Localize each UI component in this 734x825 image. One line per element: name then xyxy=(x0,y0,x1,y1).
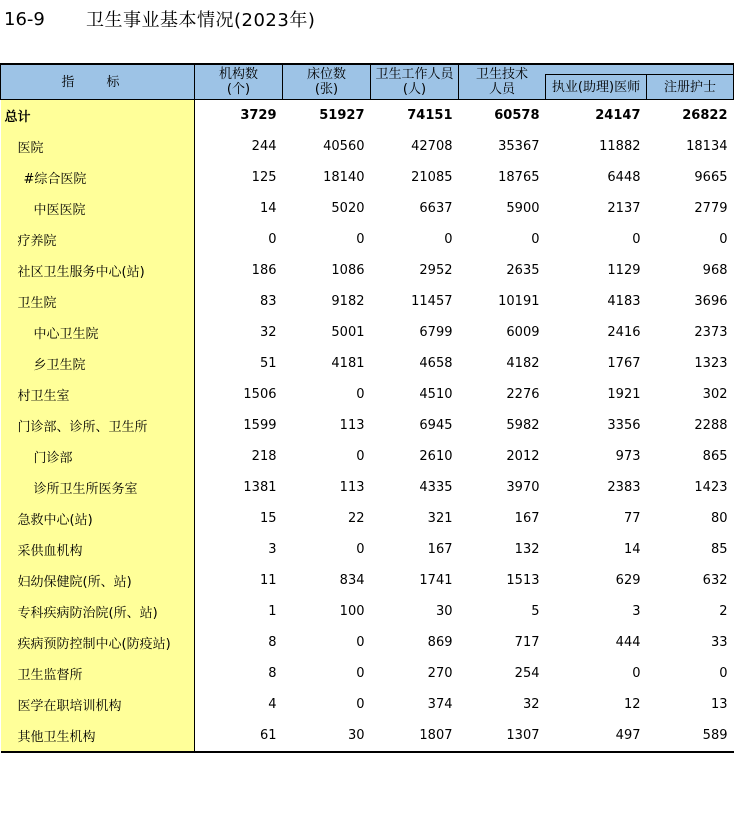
table-row xyxy=(1,224,734,255)
cell-value: 6448 xyxy=(607,170,641,185)
cell-value: 2288 xyxy=(694,418,728,433)
cell-value: 167 xyxy=(427,542,453,557)
cell-value: 35367 xyxy=(498,139,540,154)
cell-value: 865 xyxy=(702,449,728,464)
table-row xyxy=(1,348,734,379)
cell-value: 1513 xyxy=(506,573,540,588)
health-statistics-table xyxy=(0,63,734,753)
cell-value: 0 xyxy=(632,232,641,247)
cell-value: 374 xyxy=(427,697,453,712)
cell-value: 302 xyxy=(702,387,728,402)
header-beds: 床位数 (张) xyxy=(283,64,371,100)
header-indicator: 指 标 xyxy=(1,64,195,100)
row-label: #综合医院 xyxy=(1,162,195,193)
cell-value: 0 xyxy=(356,387,365,402)
cell-value: 33 xyxy=(710,635,728,650)
row-label: 门诊部 xyxy=(1,441,195,472)
cell-value: 834 xyxy=(339,573,365,588)
cell-value: 21085 xyxy=(411,170,453,185)
row-label: 中医医院 xyxy=(1,193,195,224)
table-row xyxy=(1,472,734,503)
table-row xyxy=(1,410,734,441)
cell-value: 2383 xyxy=(607,480,641,495)
cell-value: 4181 xyxy=(331,356,365,371)
row-label: 疾病预防控制中心(防疫站) xyxy=(1,627,195,658)
cell-value: 2373 xyxy=(694,325,728,340)
cell-value: 717 xyxy=(514,635,540,650)
cell-value: 968 xyxy=(702,263,728,278)
cell-value: 11882 xyxy=(599,139,641,154)
cell-value: 0 xyxy=(356,697,365,712)
cell-value: 51927 xyxy=(319,108,365,123)
cell-value: 3729 xyxy=(240,108,277,123)
cell-value: 589 xyxy=(647,720,734,752)
row-label: 卫生院 xyxy=(1,286,195,317)
cell-value: 11 xyxy=(259,573,277,588)
cell-value: 2635 xyxy=(506,263,540,278)
cell-value: 2610 xyxy=(419,449,453,464)
cell-value: 1086 xyxy=(331,263,365,278)
row-label: 乡卫生院 xyxy=(1,348,195,379)
cell-value: 51 xyxy=(259,356,277,371)
header-health-tech-staff: 卫生技术 人员 xyxy=(459,64,546,100)
cell-value: 113 xyxy=(339,418,365,433)
table-row xyxy=(1,627,734,658)
table-row-total xyxy=(1,100,734,132)
cell-value: 83 xyxy=(259,294,277,309)
cell-value: 5900 xyxy=(506,201,540,216)
cell-value: 254 xyxy=(514,666,540,681)
row-label: 中心卫生院 xyxy=(1,317,195,348)
cell-value: 1767 xyxy=(607,356,641,371)
cell-value: 1807 xyxy=(371,720,459,752)
cell-value: 8 xyxy=(268,666,277,681)
cell-value: 61 xyxy=(195,720,283,752)
row-label: 诊所卫生所医务室 xyxy=(1,472,195,503)
cell-value: 32 xyxy=(259,325,277,340)
table-row xyxy=(1,720,734,752)
cell-value: 0 xyxy=(632,666,641,681)
cell-value: 42708 xyxy=(411,139,453,154)
cell-value: 167 xyxy=(514,511,540,526)
cell-value: 2779 xyxy=(694,201,728,216)
cell-value: 0 xyxy=(356,232,365,247)
cell-value: 444 xyxy=(615,635,641,650)
cell-value: 632 xyxy=(702,573,728,588)
cell-value: 869 xyxy=(427,635,453,650)
cell-value: 74151 xyxy=(407,108,453,123)
row-label: 卫生监督所 xyxy=(1,658,195,689)
table-title: 卫生事业基本情况(2023年) xyxy=(86,10,316,31)
cell-value: 18765 xyxy=(498,170,540,185)
table-row xyxy=(1,317,734,348)
header-nurses: 注册护士 xyxy=(647,75,734,100)
cell-value: 1 xyxy=(268,604,277,619)
cell-value: 14 xyxy=(259,201,277,216)
row-label: 采供血机构 xyxy=(1,534,195,565)
cell-value: 26822 xyxy=(682,108,728,123)
cell-value: 0 xyxy=(356,449,365,464)
cell-value: 0 xyxy=(356,542,365,557)
cell-value: 100 xyxy=(339,604,365,619)
cell-value: 186 xyxy=(251,263,277,278)
cell-value: 270 xyxy=(427,666,453,681)
cell-value: 0 xyxy=(356,666,365,681)
cell-value: 244 xyxy=(251,139,277,154)
cell-value: 2952 xyxy=(419,263,453,278)
cell-value: 0 xyxy=(356,635,365,650)
row-label: 医学在职培训机构 xyxy=(1,689,195,720)
table-row xyxy=(1,441,734,472)
cell-value: 4658 xyxy=(419,356,453,371)
cell-value: 0 xyxy=(531,232,540,247)
cell-value: 18134 xyxy=(686,139,728,154)
table-row xyxy=(1,379,734,410)
row-label: 疗养院 xyxy=(1,224,195,255)
cell-value: 80 xyxy=(710,511,728,526)
header-institutions: 机构数 (个) xyxy=(195,64,283,100)
cell-value: 1506 xyxy=(243,387,277,402)
cell-value: 1921 xyxy=(607,387,641,402)
cell-value: 32 xyxy=(522,697,540,712)
cell-value: 60578 xyxy=(494,108,540,123)
cell-value: 3 xyxy=(632,604,641,619)
cell-value: 5020 xyxy=(331,201,365,216)
cell-value: 15 xyxy=(259,511,277,526)
row-label: 医院 xyxy=(1,131,195,162)
table-row xyxy=(1,689,734,720)
cell-value: 4182 xyxy=(506,356,540,371)
cell-value: 3970 xyxy=(506,480,540,495)
cell-value: 6009 xyxy=(506,325,540,340)
cell-value: 1323 xyxy=(694,356,728,371)
table-row xyxy=(1,286,734,317)
cell-value: 1307 xyxy=(459,720,546,752)
cell-value: 1599 xyxy=(243,418,277,433)
cell-value: 8 xyxy=(268,635,277,650)
row-label: 急救中心(站) xyxy=(1,503,195,534)
cell-value: 113 xyxy=(339,480,365,495)
cell-value: 9182 xyxy=(331,294,365,309)
cell-value: 125 xyxy=(251,170,277,185)
cell-value: 2416 xyxy=(607,325,641,340)
table-row xyxy=(1,565,734,596)
cell-value: 5 xyxy=(531,604,540,619)
table-row xyxy=(1,131,734,162)
cell-value: 6799 xyxy=(419,325,453,340)
cell-value: 4 xyxy=(268,697,277,712)
cell-value: 629 xyxy=(615,573,641,588)
cell-value: 2 xyxy=(719,604,728,619)
cell-value: 6637 xyxy=(419,201,453,216)
cell-value: 0 xyxy=(268,232,277,247)
cell-value: 0 xyxy=(719,232,728,247)
cell-value: 5001 xyxy=(331,325,365,340)
cell-value: 3696 xyxy=(694,294,728,309)
row-label: 其他卫生机构 xyxy=(1,720,195,752)
table-row xyxy=(1,596,734,627)
page-title xyxy=(4,6,315,32)
header-physicians: 执业(助理)医师 xyxy=(546,75,647,100)
cell-value: 0 xyxy=(444,232,453,247)
cell-value: 30 xyxy=(435,604,453,619)
cell-value: 85 xyxy=(710,542,728,557)
row-label: 专科疾病防治院(所、站) xyxy=(1,596,195,627)
row-label: 总计 xyxy=(1,100,195,132)
table-row xyxy=(1,255,734,286)
cell-value: 218 xyxy=(251,449,277,464)
cell-value: 12 xyxy=(623,697,641,712)
cell-value: 497 xyxy=(546,720,647,752)
row-label: 妇幼保健院(所、站) xyxy=(1,565,195,596)
cell-value: 18140 xyxy=(323,170,365,185)
cell-value: 0 xyxy=(719,666,728,681)
cell-value: 9665 xyxy=(694,170,728,185)
cell-value: 2012 xyxy=(506,449,540,464)
cell-value: 4510 xyxy=(419,387,453,402)
cell-value: 3 xyxy=(268,542,277,557)
cell-value: 1741 xyxy=(419,573,453,588)
cell-value: 1423 xyxy=(694,480,728,495)
row-label: 村卫生室 xyxy=(1,379,195,410)
row-label: 社区卫生服务中心(站) xyxy=(1,255,195,286)
cell-value: 2276 xyxy=(506,387,540,402)
cell-value: 4183 xyxy=(607,294,641,309)
cell-value: 5982 xyxy=(506,418,540,433)
table-row xyxy=(1,162,734,193)
cell-value: 6945 xyxy=(419,418,453,433)
header-tech-staff-subgroup xyxy=(546,64,734,75)
cell-value: 40560 xyxy=(323,139,365,154)
cell-value: 30 xyxy=(283,720,371,752)
cell-value: 132 xyxy=(514,542,540,557)
cell-value: 10191 xyxy=(498,294,540,309)
cell-value: 14 xyxy=(623,542,641,557)
table-row xyxy=(1,503,734,534)
cell-value: 1129 xyxy=(607,263,641,278)
cell-value: 24147 xyxy=(595,108,641,123)
cell-value: 3356 xyxy=(607,418,641,433)
cell-value: 321 xyxy=(427,511,453,526)
header-health-workers: 卫生工作人员 (人) xyxy=(371,64,459,100)
cell-value: 22 xyxy=(347,511,365,526)
cell-value: 1381 xyxy=(243,480,277,495)
table-row xyxy=(1,658,734,689)
cell-value: 2137 xyxy=(607,201,641,216)
table-row xyxy=(1,534,734,565)
table-header xyxy=(1,64,734,100)
cell-value: 77 xyxy=(623,511,641,526)
table-number: 16-9 xyxy=(4,8,45,30)
row-label: 门诊部、诊所、卫生所 xyxy=(1,410,195,441)
cell-value: 4335 xyxy=(419,480,453,495)
cell-value: 11457 xyxy=(411,294,453,309)
table-body xyxy=(1,100,734,753)
cell-value: 973 xyxy=(615,449,641,464)
table-row xyxy=(1,193,734,224)
cell-value: 13 xyxy=(710,697,728,712)
